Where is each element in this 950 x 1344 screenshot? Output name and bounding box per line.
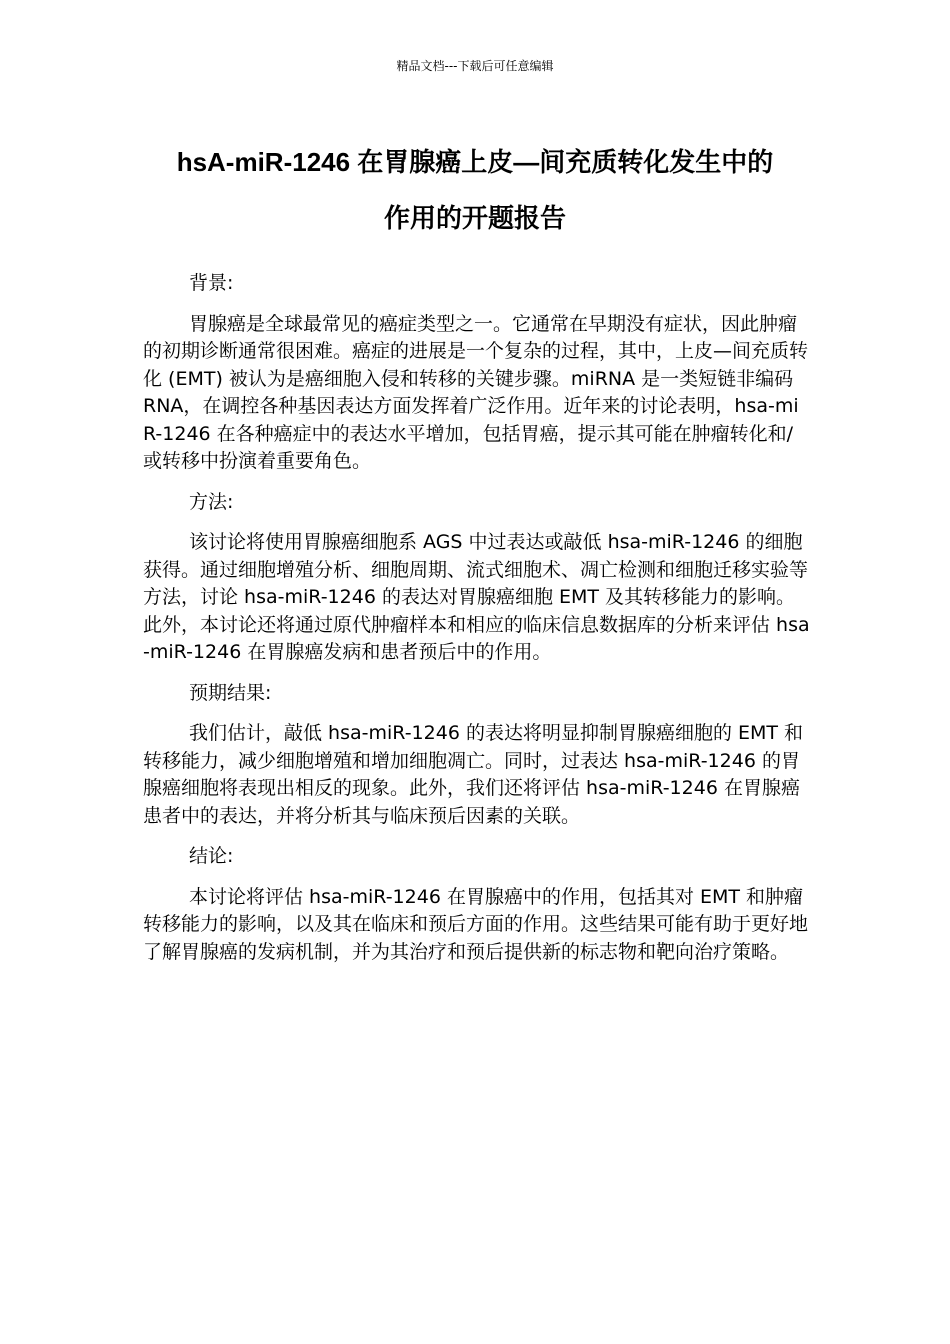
section-text-methods: 该讨论将使用胃腺癌细胞系 AGS 中过表达或敲低 hsa-miR-1246 的细胞获得。通过细胞增殖分析、细胞周期、流式细胞术、凋亡检测和细胞迁移实验等方法，讨论 hsa-miR-1246 的表达对胃腺癌细胞 EMT 及其转移能力的影响。此外，本讨论还将通过原代肿瘤样本和相应的临床信息数据库的分析来评估 hsa-miR-1246 在胃腺癌发病和患者预后中的作用。 — [143, 531, 810, 663]
header-note: 精品文档---下载后可任意编辑 — [396, 59, 554, 73]
section-heading-conclusion: 结论: — [189, 845, 234, 867]
section-heading-expected-results: 预期结果: — [189, 681, 272, 704]
section-heading-methods: 方法: — [189, 490, 234, 513]
title-line-2: 作用的开题报告 — [383, 203, 566, 233]
section-text-expected-results: 我们估计，敲低 hsa-miR-1246 的表达将明显抑制胃腺癌细胞的 EMT 和转移能力，减少细胞增殖和增加细胞凋亡。同时，过表达 hsa-miR-1246 的胃腺癌细胞将表现出相反的现象。此外，我们还将评估 hsa-miR-1246 在胃腺癌患者中的表达，并将分析其与临床预后因素的关联。 — [143, 722, 804, 827]
section-text-background: 胃腺癌是全球最常见的癌症类型之一。它通常在早期没有症状，因此肿瘤的初期诊断通常很困难。癌症的进展是一个复杂的过程，其中，上皮—间充质转化 (EMT) 被认为是癌细胞入侵和转移的关键步骤。miRNA 是一类短链非编码 RNA，在调控各种基因表达方面发挥着广泛作用。近年来的讨论表明，hsa-miR-1246 在各种癌症中的表达水平增加，包括胃癌，提示其可能在肿瘤转化和/或转移中扮演着重要角色。 — [143, 312, 809, 472]
section-text-conclusion: 本讨论将评估 hsa-miR-1246 在胃腺癌中的作用，包括其对 EMT 和肿瘤转移能力的影响，以及其在临床和预后方面的作用。这些结果可能有助于更好地了解胃腺癌的发病机制，并为其治疗和预后提供新的标志物和靶向治疗策略。 — [143, 885, 809, 963]
title-line-1: hsA-miR-1246 在胃腺癌上皮—间充质转化发生中的 — [176, 147, 774, 177]
document-title — [120, 134, 830, 246]
document-body — [143, 270, 811, 979]
section-heading-background: 背景: — [189, 272, 234, 294]
